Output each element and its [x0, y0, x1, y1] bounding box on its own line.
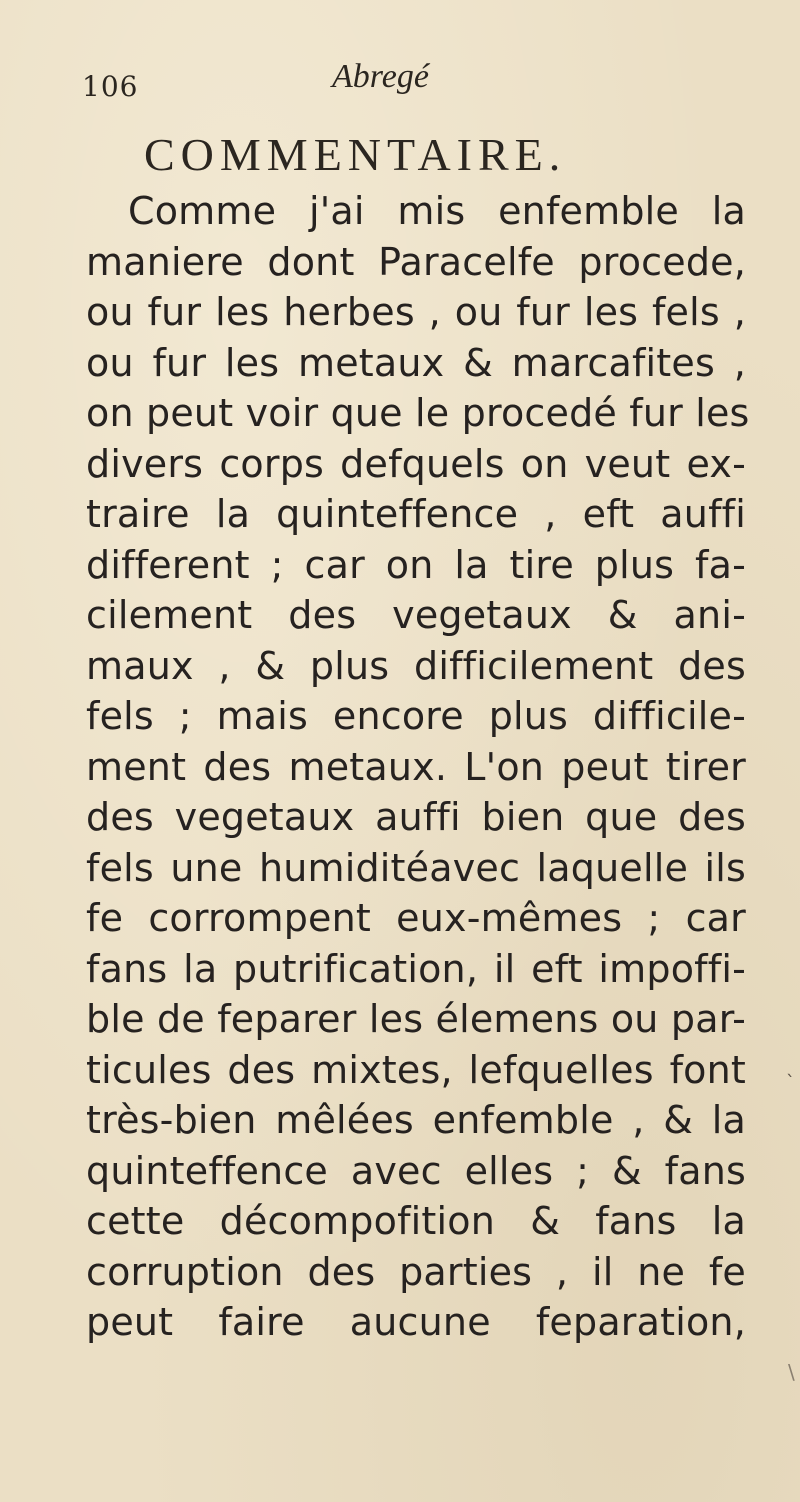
- text-line: fe corrompent eux-mêmes ; car: [86, 896, 746, 940]
- text-line: maniere dont Paracelfe procede,: [86, 239, 746, 284]
- text-line: divers corps defquels on veut ex-: [86, 441, 746, 486]
- section-title: COMMENTAIRE.: [144, 129, 567, 180]
- page-number: 106: [82, 70, 139, 103]
- text-line: ou fur les metaux & marcafites ,: [86, 340, 746, 385]
- text-line: fans la putrification, il eft impoffi-: [86, 946, 746, 991]
- text-line: cette décompofition & fans la: [86, 1199, 746, 1243]
- text-line: fels ; mais encore plus difficile-: [86, 694, 746, 738]
- text-line: ment des metaux. L'on peut tirer: [86, 744, 746, 789]
- text-line: ticules des mixtes, lefquelles font: [86, 1047, 746, 1092]
- text-line: cilement des vegetaux & ani-: [86, 593, 746, 637]
- margin-mark: \: [788, 1360, 795, 1384]
- margin-mark: `: [786, 1072, 795, 1093]
- text-line: fels une humiditéavec laquelle ils: [86, 845, 746, 890]
- text-line: des vegetaux auffi bien que des: [86, 795, 746, 839]
- running-head: Abregé: [332, 58, 429, 95]
- text-line: peut faire aucune feparation,: [86, 1300, 746, 1344]
- text-line: très-bien mêlées enfemble , & la: [86, 1098, 746, 1142]
- text-line: quinteffence avec elles ; & fans: [86, 1148, 746, 1193]
- text-line: traire la quinteffence , eft auffi: [86, 492, 746, 536]
- text-line: Comme j'ai mis enfemble la: [128, 189, 746, 233]
- text-line: different ; car on la tire plus fa-: [86, 542, 746, 587]
- commentary-paragraph: [86, 186, 750, 1348]
- text-line: corruption des parties , il ne fe: [86, 1249, 746, 1294]
- text-line: ou fur les herbes , ou fur les fels ,: [86, 290, 746, 334]
- text-line: on peut voir que le procedé fur les: [86, 391, 750, 435]
- text-line: maux , & plus difficilement des: [86, 643, 746, 688]
- page-header: [82, 58, 722, 108]
- text-line: ble de feparer les élemens ou par-: [86, 997, 746, 1041]
